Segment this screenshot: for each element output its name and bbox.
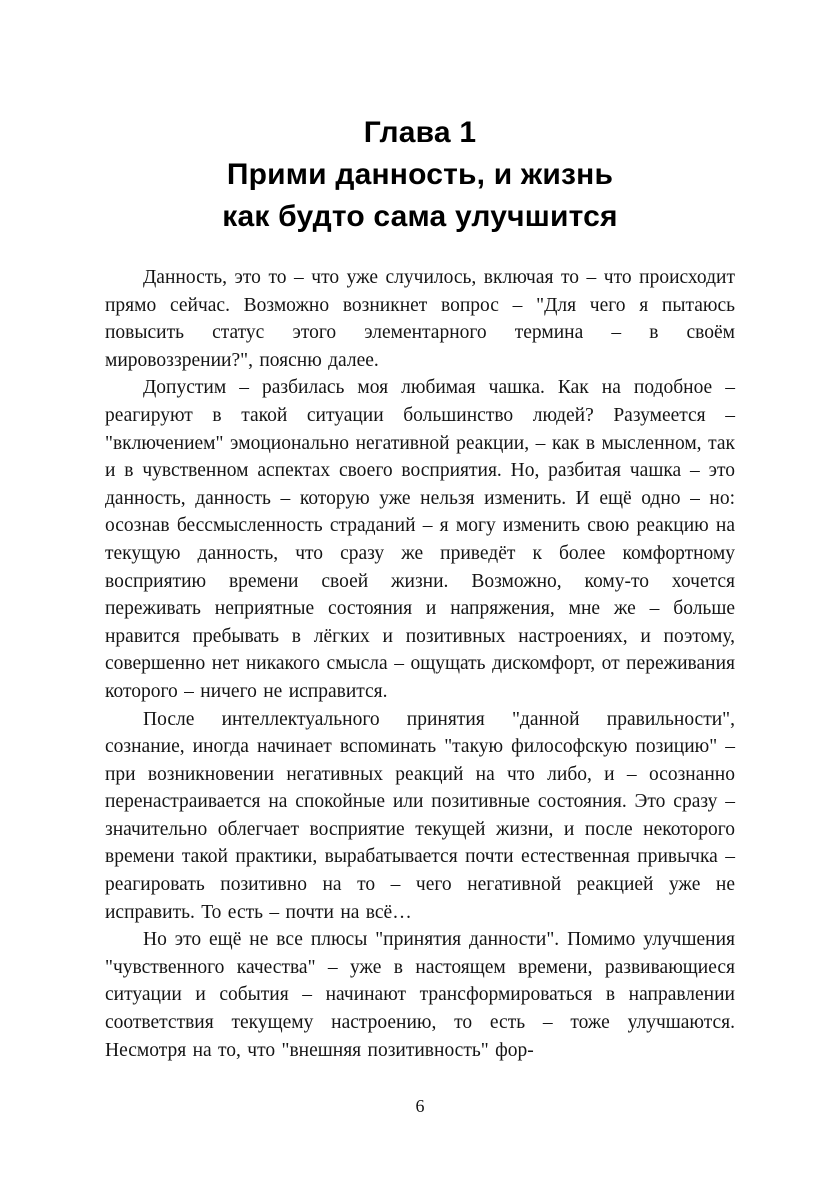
body-text	[105, 264, 735, 1064]
paragraph: Данность, это то – что уже случилось, включая то – что происходит прямо сейчас. Возможно возникнет вопрос – "Для чего я пытаюсь повысить статус этого элементарного термина – в своём мировоззрении?", поясню далее.	[105, 267, 735, 371]
paragraph: Допустим – разбилась моя любимая чашка. Как на подобное – реагируют в такой ситуации большинство людей? Разумеется – "включением" эмоционально негативной реакции, – как в мысленном, так и в чувственном аспектах своего восприятия. Но, разбитая чашка – это данность, данность – которую уже нельзя изменить. И ещё одно – но: осознав бессмысленность страданий – я могу изменить свою реакцию на текущую данность, что сразу же приведёт к более комфортному восприятию времени своей жизни. Возможно, кому-то хочется переживать неприятные состояния и напряжения, мне же – больше нравится пребывать в лёгких и позитивных настроениях, и поэтому, совершенно нет никакого смысла – ощущать дискомфорт, от переживания которого – ничего не исправится.	[105, 377, 735, 702]
chapter-number: Глава 1	[363, 116, 477, 149]
chapter-title-line-1: Прими данность, и жизнь	[226, 158, 614, 191]
page-footer	[0, 1096, 840, 1117]
chapter-heading	[105, 112, 735, 238]
paragraph: После интеллектуального принятия "данной правильности", сознание, иногда начинает вспоминать "такую философскую позицию" – при возникновении негативных реакций на что либо, и – осознанно перенастраивается на спокойные или позитивные состояния. Это сразу – значительно облегчает восприятие текущей жизни, и после некоторого времени такой практики, вырабатывается почти естественная привычка – реагировать позитивно на то – чего негативной реакцией уже не исправить. То есть – почти на всё…	[105, 708, 735, 923]
page-number: 6	[415, 1096, 425, 1116]
chapter-title-line-2: как будто сама улучшится	[222, 200, 618, 233]
paragraph: Но это ещё не все плюсы "принятия данности". Помимо улучшения "чувственного качества" – уже в настоящем времени, развивающиеся ситуации и события – начинают трансформироваться в направлении соответствия текущему настроению, то есть – тоже улучшаются. Несмотря на то, что "внешняя позитивность" фор-	[105, 929, 735, 1061]
